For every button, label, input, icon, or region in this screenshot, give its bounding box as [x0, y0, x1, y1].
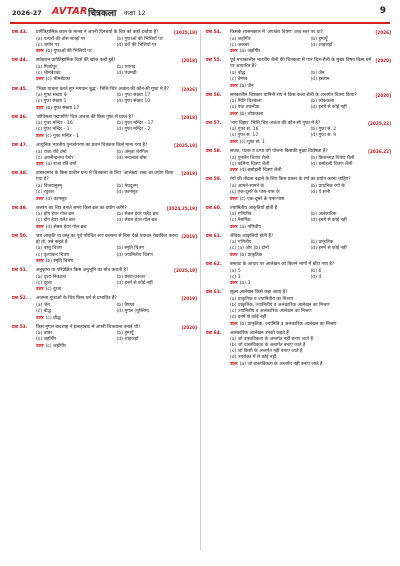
option-item: (d) इनमें से कोई नहीं [310, 105, 347, 111]
question-line [206, 30, 391, 36]
options-grid [12, 37, 197, 49]
option-item: (a) मिर्जापुर [36, 64, 57, 70]
question-number: प्रश्न 56. [206, 92, 222, 98]
options-grid [12, 93, 197, 105]
option-item: (a) गुफा मन्दिर - 16 [36, 121, 73, 127]
answer-text: (b) लोककला [239, 111, 264, 117]
option-item: (d) उपरोक्त में से कोई नहीं [230, 355, 277, 361]
option-item: (b) प्राकृतिक [310, 240, 334, 246]
options-grid [206, 240, 391, 252]
question-number: प्रश्न 57. [206, 120, 222, 126]
question-line [206, 234, 391, 240]
question-line [12, 234, 197, 246]
question-block [12, 58, 197, 83]
options-grid [206, 71, 391, 83]
option-item: (c) नैसर्गिक [230, 218, 251, 224]
option-item: (a) 5 [230, 268, 241, 274]
option-item: (d) शाहजहाँ [310, 42, 333, 48]
option-item: (a) विजयानुस्मृ [36, 183, 62, 189]
option-item: (c) गुफा संख्या 1 [36, 99, 67, 105]
answer-text: (d) सेबल हेयर गोल ब्रश [45, 224, 87, 230]
option-item: (d) इस्लाम [310, 76, 330, 82]
option-item: (a) मिति चित्रकला [230, 99, 262, 105]
options-grid [206, 269, 391, 281]
option-item: (b) किशनगढ़ चित्रण शैली [310, 155, 355, 161]
option-item: (c) जहाँगीर [36, 337, 57, 343]
left-question-column [12, 30, 197, 353]
question-number: प्रश्न 61. [206, 233, 222, 239]
question-line [12, 296, 197, 302]
question-block [206, 262, 391, 287]
answer-label: उत्तर [36, 49, 44, 55]
answer-line [12, 197, 197, 203]
question-text: आधुनिक भारतीय पुनर्जागरण का प्रथम चित्रकार किसे माना गया है? [36, 143, 148, 148]
answer-line [12, 316, 197, 322]
answer-label: उत्तर [230, 253, 238, 258]
option-item: (d) सेबल हेयर गोल ब्रश [116, 218, 158, 224]
page-header [0, 0, 400, 24]
question-number: प्रश्न 43. [12, 30, 28, 35]
answer-label: उत्तर [230, 362, 238, 367]
exam-year-tag: [2026,22] [368, 149, 391, 155]
answer-label: उत्तर [36, 259, 44, 265]
question-block [206, 30, 391, 55]
answer-text: (c) दूरत्व [45, 287, 62, 293]
option-item: (a) प्राकृतिक व ज्यामितीय का मिश्रण [230, 296, 294, 302]
option-item: (c) हॉग हेयर फ्लैट ब्रश [36, 218, 75, 224]
options-grid [206, 127, 391, 139]
exam-year-tag: [2025,22] [368, 120, 391, 126]
options-grid [12, 65, 197, 77]
question-text: सर्वप्रथम प्रागैतिहासिक चित्रों की खोज कहाँ हुई? [36, 58, 116, 64]
answer-text: (c) गुफा सं. 1 [239, 140, 265, 145]
option-item: (b) वैष्णव [116, 302, 135, 308]
option-item: (b) गुफा मन्दिर - 17 [116, 121, 154, 127]
exam-year-tag: [2020] [181, 324, 197, 330]
option-item: (d) गुफा सं. 9 [310, 133, 337, 139]
option-item: (d) पंचमढ़ी [116, 70, 137, 76]
question-block [206, 58, 391, 89]
question-number: प्रश्न 52. [12, 296, 28, 302]
answer-label: उत्तर [36, 77, 44, 83]
option-item: (a) आमने-सामने के [230, 183, 265, 189]
option-item: (d) इनमें से कोई नहीं [310, 246, 347, 252]
option-item: (a) गुफा सं. 16 [230, 127, 259, 133]
option-item: (a) पुनर्लेन चित्रण शैली [230, 155, 269, 161]
question-text: सूक्ष्म आलेखन किसे कहा जाता है? [230, 290, 288, 296]
answer-label: उत्तर [36, 343, 44, 349]
question-text: अनुकृष्य या परिप्रेक्षित किस अनुभूति का बोध कराती है? [36, 268, 129, 274]
question-line [206, 121, 391, 127]
question-line [206, 290, 391, 296]
option-item: (b) लोककला [310, 99, 335, 105]
question-line [12, 206, 197, 212]
option-item: (d) नन्दलाल बोस [116, 155, 147, 161]
question-block [206, 290, 391, 327]
answer-line [206, 253, 391, 259]
question-block [206, 121, 391, 146]
question-block [12, 143, 197, 168]
option-item: (b) अमृता शेरगिल [116, 149, 148, 155]
options-grid [12, 184, 197, 196]
question-block [12, 115, 197, 140]
option-item: (c) 3 [230, 274, 241, 280]
question-line [206, 206, 391, 212]
answer-text: (b) गुफा संख्या 17 [45, 105, 80, 111]
answer-line [12, 77, 197, 83]
answer-text: (d) कामसूत्र [45, 196, 67, 202]
option-item: (b) मेघदूतम् [116, 183, 138, 189]
answer-line [206, 225, 391, 231]
answer-label: उत्तर [230, 111, 238, 117]
answer-label: उत्तर [230, 321, 238, 327]
question-line [12, 268, 197, 274]
answer-text: (b) स्मृति चित्रण [45, 259, 74, 265]
exam-year-tag: [2018] [181, 58, 197, 64]
options-grid [206, 156, 391, 168]
option-item: (d) शाहजहाँ [116, 337, 139, 343]
question-line [12, 87, 197, 93]
option-item: (c) गुफा मन्दिर - 1 [36, 127, 70, 133]
option-item: (c) रघुवंश [36, 189, 54, 195]
question-block [12, 30, 197, 55]
answer-line [206, 49, 391, 55]
question-number: प्रश्न 60. [206, 205, 222, 211]
column-divider [200, 30, 201, 550]
question-text: जब आकृति या वस्तु का पूर्व परिचित रूप कल्पना से बिना देखे यथावत रेखांकित करना हो तो, उसे कहते हैं [36, 233, 178, 245]
question-number: प्रश्न 51. [12, 268, 28, 274]
option-item: (a) गुफा संख्या 9 [36, 93, 67, 99]
option-item: (a) गणितीय [230, 240, 252, 246]
option-item: (c) दूरत्व [36, 280, 52, 286]
options-grid [206, 37, 391, 49]
answer-text: (a) राजा रवि वर्मा [45, 162, 77, 168]
option-item: (c) बौद्ध [36, 309, 52, 314]
answer-line [12, 344, 197, 350]
edition-year: 2026-27 [12, 9, 42, 17]
option-item: (a) गणितीय [230, 212, 252, 218]
option-item: (b) जो वास्तविकता के अन्तर्गत बनाए जाते हैं [230, 343, 306, 349]
option-item: (d) घरों की भित्तियों पर [116, 42, 157, 48]
option-item: (d) कामसूत्र [116, 189, 138, 195]
question-text: अजन्ता गुफाओं के चित्र किस धर्म से प्रभावित हैं? [36, 296, 117, 302]
answer-line [206, 140, 391, 146]
question-number: प्रश्न 50. [12, 233, 28, 239]
option-item: (c) दृश्यांकन चित्रण [36, 252, 70, 258]
exam-year-tag: [2018] [181, 114, 197, 120]
options-grid [12, 331, 197, 343]
question-line [206, 93, 391, 99]
question-block [12, 325, 197, 350]
options-grid [12, 303, 197, 315]
question-block [206, 177, 391, 202]
option-item: (a) वस्तु चित्रण [36, 246, 63, 252]
options-grid [206, 337, 391, 361]
answer-text: (b) जैन [239, 83, 254, 89]
question-number: प्रश्न 46. [12, 114, 28, 120]
question-text: किसके शासनकाल में 'अपभ्रंश चित्रण' उच्च स्तर पर था? [230, 30, 324, 35]
question-number: प्रश्न 55. [206, 58, 222, 64]
answer-line [206, 281, 391, 287]
answer-line [206, 84, 391, 90]
option-item: (b) 6 [310, 268, 322, 274]
option-item: (a) जैन [36, 302, 50, 308]
question-block [12, 296, 197, 321]
answer-text: (d) बसोहली चित्रण शैली [239, 168, 282, 174]
option-item: (a) बाबर [36, 331, 53, 337]
option-item: (a) हॉग हेयर गोल ब्रश [36, 212, 75, 218]
question-text: प्रागैतिहासिक काल के मानव ने अपनी दिनचर्या के चित्र को कहाँ दर्शाया है? [36, 30, 159, 35]
option-item: (c) वैष्णव [230, 76, 248, 82]
question-block [206, 331, 391, 368]
question-text: 'बोधिसत्व पद्मपाणि' चित्र अजंता की किस गुफा में प्राप्त है? [36, 114, 134, 120]
options-grid [12, 121, 197, 133]
question-block [206, 234, 391, 259]
page-number: 9 [379, 6, 386, 16]
option-item: (c) जो किसी के अन्तर्गत नहीं बनाए जाते हैं [230, 349, 303, 355]
answer-text: (c) भीमबेटका [45, 77, 70, 83]
question-number: प्रश्न 53. [12, 324, 28, 330]
question-text: 'भिक्षा याचना करते हुए भगवान बुद्ध'- भित्ति चित्र अजंता की कौन-सी गुफा में है? [36, 86, 170, 92]
question-text: पूर्व मध्यकालीन भारतीय शैली की चित्रकला में पात्र चित्र-शैली के मुख्य विषय किस धर्म पर आधारित है? [230, 58, 372, 70]
option-item: (a) राजा रवि वर्मा [36, 149, 67, 155]
options-grid [206, 184, 391, 196]
question-number: प्रश्न 59. [206, 177, 222, 183]
option-item: (c) अकबर [230, 42, 250, 48]
question-line [206, 58, 391, 70]
option-item: (d) 4 [310, 274, 322, 280]
option-item: (c) यथा तकनीक [230, 105, 260, 111]
answer-line [12, 162, 197, 168]
option-item: (a) जो वास्तविकता के अन्तर्गत नहीं बनाए जाते हैं [230, 337, 313, 343]
answer-line [206, 112, 391, 118]
option-item: (c) (a) और (b) दोनों [230, 246, 269, 252]
answer-text: (b) प्राकृतिक, ज्यामिति व अलंकारिक आलेखन का मिश्रण [239, 321, 337, 327]
option-item: (a) पत्थरों की ठोस सतहों पर [36, 36, 86, 42]
question-line [12, 30, 197, 36]
subject-title: चित्रकला [88, 9, 117, 19]
answer-label: उत्तर [36, 133, 44, 139]
question-text: वास्तवमान के किस प्राचीन ग्रन्थ में चित्रकला के लिए 'आलेख्य' शब्द का प्रयोग किया गया है? [36, 171, 174, 183]
answer-label: उत्तर [230, 168, 238, 174]
option-item: (d) ये सभी [310, 189, 331, 195]
answer-label: उत्तर [36, 162, 44, 168]
answer-label: उत्तर [230, 281, 238, 287]
question-text: अलंकारिक आलेखन उनको कहते हैं [230, 330, 289, 336]
option-item: (b) जैन [310, 70, 325, 76]
answer-label: उत्तर [230, 224, 238, 230]
options-grid [12, 212, 197, 224]
option-item: (c) अवनीन्द्रनाथ टैगोर [36, 155, 74, 161]
answer-label: उत्तर [36, 224, 44, 230]
question-text: 'नाग विहार' भित्ति चित्र अजंता की कौन-सी गुफा में है? [230, 120, 321, 126]
answer-label: उत्तर [230, 49, 238, 55]
exam-year-tag: [2025,18] [174, 30, 197, 35]
option-item: (d) गुफा संख्या 10 [116, 99, 151, 105]
question-block [12, 87, 197, 112]
option-item: (d) बसोहली चित्रण शैली [310, 161, 353, 167]
answer-text: (b) प्राकृतिक [239, 253, 263, 258]
question-line [12, 115, 197, 121]
answer-text: (c) एक-दूसरे के पास-पास [239, 196, 285, 202]
question-number: प्रश्न 58. [206, 149, 222, 155]
question-text: समकालीन चित्रकार यामिनी राय ने किस कला शैली के अन्तर्गत चित्रण किया? [230, 92, 357, 98]
option-item: (b) सेबल हेयर फ्लैट ब्रश [116, 212, 159, 218]
question-text: किस मुगल बादशाह ने इलाहाबाद में अपनी चित्रशाला बनाई थी? [36, 324, 141, 330]
answer-text: (a) 3 [239, 281, 251, 287]
option-item: (b) हुमायूँ [310, 36, 328, 42]
option-item: (a) जहाँगीर [230, 36, 251, 42]
option-item: (d) इनमें से कोई नहीं [230, 315, 267, 321]
option-item: (d) इनमें से कोई नहीं [116, 280, 153, 286]
question-line [206, 262, 391, 268]
exam-year-tag: [2025,19] [174, 268, 197, 274]
answer-line [206, 168, 391, 174]
option-item: (c) भीमबेटका [36, 70, 61, 76]
answer-line [12, 134, 197, 140]
answer-text: (a) जो वास्तविकता के अन्तर्गत नहीं बनाए जाते हैं [239, 362, 323, 367]
exam-year-tag: [2019] [181, 171, 197, 177]
answer-line [12, 49, 197, 55]
question-block [12, 171, 197, 202]
question-line [12, 325, 197, 331]
question-line [206, 149, 391, 155]
answer-text: (b) गुफाओं की भित्तियों पर [45, 49, 92, 55]
answer-text: (c) बौद्ध [45, 315, 61, 321]
option-item: (b) गुफा संख्या 17 [116, 93, 151, 99]
exam-year-tag: [2020] [375, 92, 391, 98]
option-item: (b) स्मृति चित्रण [116, 246, 145, 252]
question-number: प्रश्न 54. [206, 30, 222, 35]
options-grid [206, 297, 391, 321]
option-item: (c) कलिंगा चित्रण शैली [230, 161, 270, 167]
option-item: (b) रायगढ़ [116, 64, 136, 70]
answer-label: उत्तर [36, 105, 44, 111]
exam-year-tag: [2026] [181, 86, 197, 92]
question-text: जलरंग का चित्र बनाते समय किस ब्रश का प्रयोग करेंगे? [36, 205, 127, 211]
option-item: (b) गुफाओं की भित्तियों पर [116, 36, 163, 42]
exam-year-tag: [2019] [181, 233, 197, 239]
answer-text: (c) जहाँगीर [45, 343, 66, 349]
answer-label: उत्तर [36, 315, 44, 321]
question-block [12, 268, 197, 293]
answer-line [206, 322, 391, 328]
question-text: बनावट के आधार पर आलेखन को कितने भागों में बाँटा गया है? [230, 262, 335, 268]
answer-text: (c) गुफा मन्दिर - 1 [45, 133, 80, 139]
option-item: (c) गुफा सं. 17 [230, 133, 259, 139]
options-grid [12, 275, 197, 287]
brand-logo-text: AVTAR [52, 6, 88, 17]
question-text: सपाट, घटक व ठप्पा वर्ग योजना किसकी मुख्य विशेषता है? [230, 149, 328, 155]
question-number: प्रश्न 62. [206, 262, 222, 268]
option-item: (d) मुगल (मुस्लिम) [116, 309, 150, 314]
question-number: प्रश्न 48. [12, 171, 28, 177]
question-block [12, 234, 197, 265]
question-block [12, 206, 197, 231]
class-label: कक्षा 12 [124, 9, 146, 17]
option-item: (b) अलंकारिक [310, 212, 337, 218]
option-item: (b) गुफा सं. 2 [310, 127, 337, 133]
option-item: (b) छाया-प्रकाश [116, 274, 145, 280]
options-grid [12, 150, 197, 162]
option-item: (d) ज्यामितीय चित्रण [116, 252, 153, 258]
answer-label: उत्तर [36, 196, 44, 202]
option-item: (c) एक-दूसरे के पास-पास के [230, 189, 280, 195]
answer-label: उत्तर [230, 83, 238, 89]
exam-year-tag: [2020] [375, 58, 391, 64]
right-question-column [206, 30, 391, 371]
question-text: रंगों की तीव्रता बढ़ाने के लिए किस प्रकार के रंगों का प्रयोग करना चाहिए? [230, 177, 351, 183]
question-line [12, 58, 197, 64]
answer-line [206, 362, 391, 368]
answer-text: (a) जहाँगीर [239, 49, 261, 55]
option-item: (c) ज्यामितीय व अलंकारिक आलेखन का मिश्रण [230, 309, 312, 314]
question-number: प्रश्न 47. [12, 143, 28, 148]
answer-label: उत्तर [230, 196, 238, 202]
answer-line [12, 106, 197, 112]
question-line [12, 143, 197, 149]
question-number: प्रश्न 49. [12, 205, 28, 211]
question-block [206, 93, 391, 118]
option-item: (b) हुमायूँ [116, 331, 134, 337]
question-text: ज्यामितीय आकृतियाँ होती हैं [230, 205, 278, 211]
answer-line [12, 259, 197, 265]
exam-year-tag: [2025,18] [174, 143, 197, 148]
question-number: प्रश्न 63. [206, 290, 222, 296]
exam-year-tag: [2019] [181, 296, 197, 302]
answer-line [12, 287, 197, 293]
question-block [206, 206, 391, 231]
header-rule [10, 22, 390, 24]
answer-label: उत्तर [36, 287, 44, 293]
option-item: (b) प्राथमिक रंगों के [310, 183, 345, 189]
exam-year-tag: [2024,25,19] [166, 205, 197, 211]
question-line [206, 177, 391, 183]
answer-line [12, 225, 197, 231]
answer-text: (a) गणितीय [239, 224, 262, 230]
question-number: प्रश्न 45. [12, 86, 28, 92]
question-text: जैविक आकृतियाँ होती हैं? [230, 233, 274, 239]
option-item: (a) बौद्ध [230, 70, 246, 76]
answer-label: उत्तर [230, 140, 238, 145]
options-grid [206, 99, 391, 111]
answer-line [206, 197, 391, 203]
option-item: (d) गुफा मन्दिर - 2 [116, 127, 151, 133]
option-item: (d) इनमें से कोई नहीं [310, 218, 347, 224]
option-item: (b) प्राकृतिक, ज्यामितीय व अलंकारिक आलेखन का मिश्रण [230, 302, 330, 308]
exam-year-tag: [2026] [375, 30, 391, 35]
option-item: (a) दृश्य-निकटत्व [36, 274, 66, 280]
question-number: प्रश्न 44. [12, 58, 28, 64]
question-line [206, 331, 391, 337]
options-grid [12, 246, 197, 258]
question-line [12, 171, 197, 183]
options-grid [206, 212, 391, 224]
option-item: (c) जमीन पर [36, 42, 60, 48]
question-block [206, 149, 391, 174]
question-number: प्रश्न 64. [206, 330, 222, 336]
